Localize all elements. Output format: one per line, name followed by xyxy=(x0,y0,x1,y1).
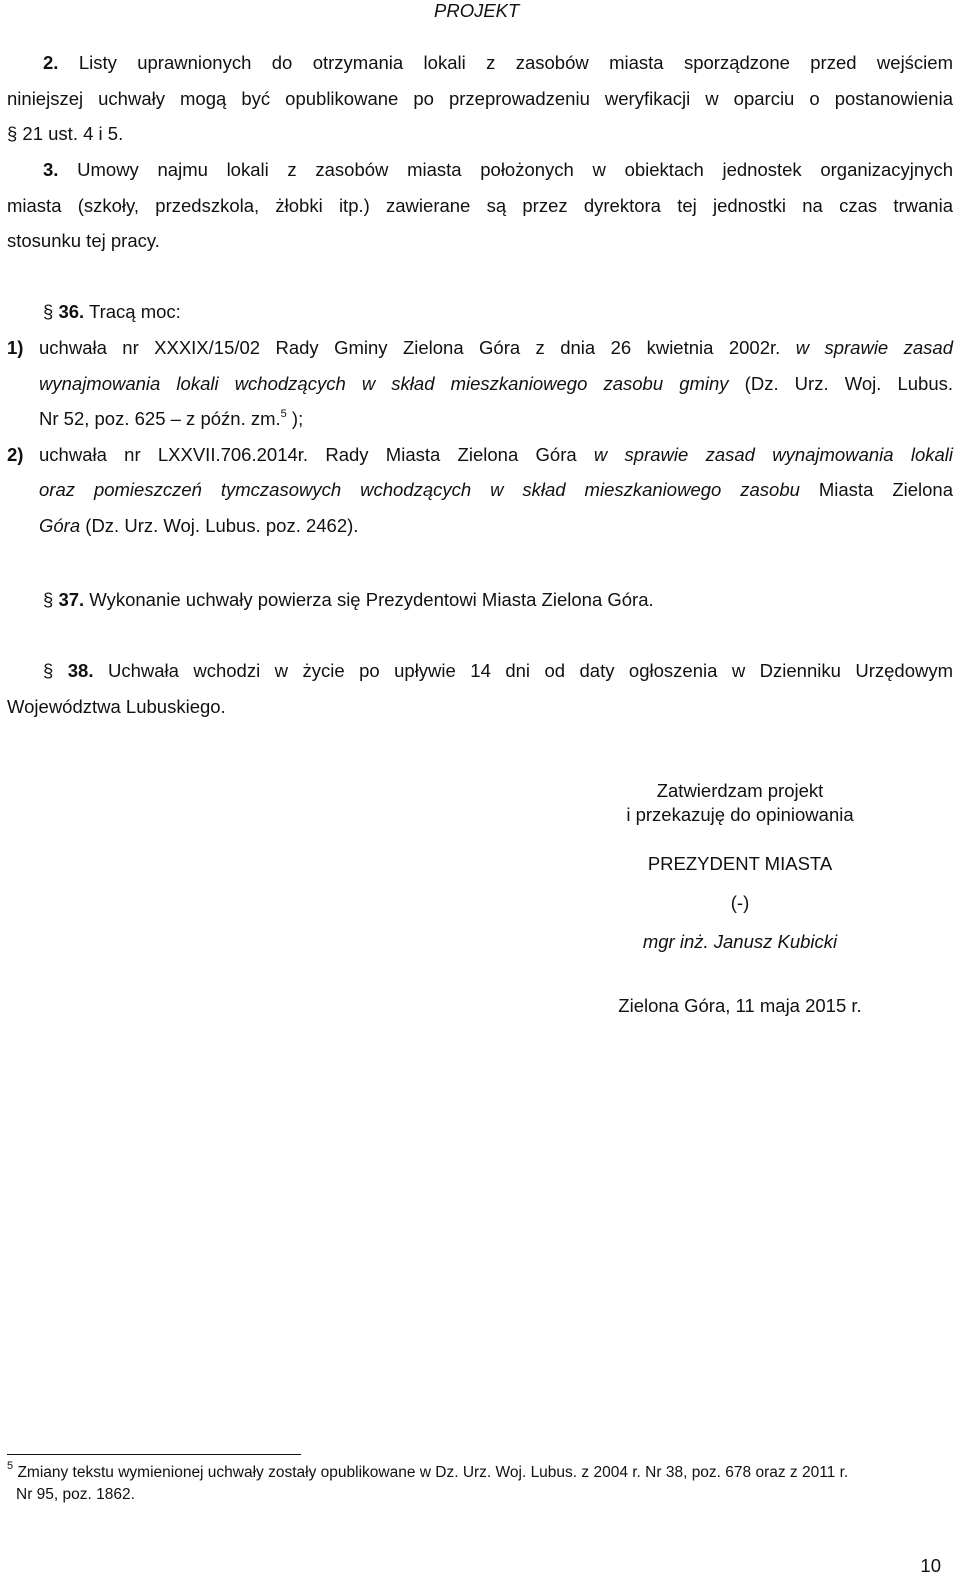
list-item-2-text-a: uchwała nr LXXVII.706.2014r. xyxy=(39,443,309,465)
section-38-text-1: Uchwała wchodzi w życie po upływie 14 dni od daty ogłoszenia w Dzienniku Urzędowym xyxy=(107,660,954,681)
approval-line-2: i przekazuję do opiniowania xyxy=(626,804,854,825)
section-38-number: 38. xyxy=(67,660,94,681)
header-projekt: PROJEKT xyxy=(434,0,520,21)
section-36-heading xyxy=(7,294,953,330)
list-item-1-text-a: uchwała nr XXXIX/15/02 Rady Gminy Zielona Góra z dnia 26 kwietnia 2002r. xyxy=(39,337,781,358)
list-item-2-line-2 xyxy=(39,472,953,508)
footnote-reference[interactable]: 5 xyxy=(280,408,287,420)
repealed-list xyxy=(7,330,953,543)
section-38-line-1 xyxy=(7,653,953,689)
list-item-1-line-2 xyxy=(39,366,953,402)
footnote-line-2: Nr 95, poz. 1862. xyxy=(16,1486,135,1503)
approval-line-1: Zatwierdzam projekt xyxy=(656,780,824,801)
paragraph-2-line-2: niniejszej uchwały mogą być opublikowane po przeprowadzeniu weryfikacji w oparciu o postanowienia xyxy=(7,87,953,109)
list-item-2-text-e: Miasta Zielona xyxy=(818,479,953,500)
section-37-text: Wykonanie uchwały powierza się Prezydentowi Miasta Zielona Góra. xyxy=(89,589,654,610)
section-37 xyxy=(7,582,953,618)
section-38-line-2: Województwa Lubuskiego. xyxy=(7,695,226,717)
paragraph-3-number: 3. xyxy=(43,159,59,180)
list-item-2-text-b: Rady Miasta Zielona Góra xyxy=(325,443,577,465)
approval-date: Zielona Góra, 11 maja 2015 r. xyxy=(618,995,862,1016)
footnote-line-1: Zmiany tekstu wymienionej uchwały zostały opublikowane w Dz. Urz. Woj. Lubus. z 2004 r. Nr 38, poz. 678 oraz z 2011 r. xyxy=(17,1464,849,1481)
page-number: 10 xyxy=(920,1555,941,1576)
list-item xyxy=(7,437,953,544)
list-item-number: 2) xyxy=(7,443,24,465)
paragraph-3-line-3: stosunku tej pracy. xyxy=(7,230,160,251)
list-item-2-text-g: (Dz. Urz. Woj. Lubus. poz. 2462). xyxy=(85,514,359,536)
footnote-divider xyxy=(7,1454,301,1455)
section-37-number: 37. xyxy=(58,589,85,610)
list-item-1-text-f: ); xyxy=(291,408,304,429)
list-item-number: 1) xyxy=(7,337,24,358)
paragraph-3-line-2: miasta (szkoły, przedszkola, żłobki itp.) zawierane są przez dyrektora tej jednostki na czas trwania xyxy=(7,194,953,216)
list-item-1-text-e: Nr 52, poz. 625 – z późn. zm. xyxy=(39,408,281,429)
list-item-2-line-1 xyxy=(39,437,953,473)
approval-block xyxy=(550,779,930,1018)
list-item-2-text-f: Góra xyxy=(39,514,81,536)
paragraph-2-line-3: § 21 ust. 4 i 5. xyxy=(7,123,124,144)
paragraph-2 xyxy=(7,45,953,152)
paragraph-2-number: 2. xyxy=(43,52,59,73)
section-sign: § xyxy=(43,660,54,681)
list-item-1-line-3 xyxy=(39,401,953,437)
section-38 xyxy=(7,653,953,724)
footnote-marker: 5 xyxy=(7,1460,14,1472)
paragraph-2-text-1: Listy uprawnionych do otrzymania lokali z zasobów miasta sporządzone przed wejściem xyxy=(78,52,953,73)
list-item-1-text-b: w sprawie zasad xyxy=(795,337,953,358)
list-item-1-line-1 xyxy=(39,330,953,366)
paragraph-3-text-1: Umowy najmu lokali z zasobów miasta położonych w obiektach jednostek organizacyjnych xyxy=(77,159,953,180)
list-item-2-line-3 xyxy=(39,508,953,544)
list-item xyxy=(7,330,953,437)
section-36-text: Tracą moc: xyxy=(88,301,181,322)
approval-name: mgr inż. Janusz Kubicki xyxy=(642,931,838,952)
paragraph-3-line-1 xyxy=(7,152,953,188)
list-item-2-text-c: w sprawie zasad wynajmowania lokali xyxy=(593,443,953,465)
approval-title: PREZYDENT MIASTA xyxy=(647,853,833,874)
section-sign: § xyxy=(43,301,54,322)
approval-signature: (-) xyxy=(730,892,750,913)
section-36-number: 36. xyxy=(58,301,85,322)
paragraph-2-line-1 xyxy=(7,45,953,81)
list-item-1-text-c: wynajmowania lokali wchodzących w skład mieszkaniowego zasobu gminy xyxy=(39,372,729,394)
paragraph-3 xyxy=(7,152,953,259)
section-sign: § xyxy=(43,589,54,610)
list-item-1-text-d: (Dz. Urz. Woj. Lubus. xyxy=(744,372,954,394)
list-item-2-text-d: oraz pomieszczeń tymczasowych wchodzących w skład mieszkaniowego zasobu xyxy=(39,479,800,500)
footnote xyxy=(7,1462,947,1506)
